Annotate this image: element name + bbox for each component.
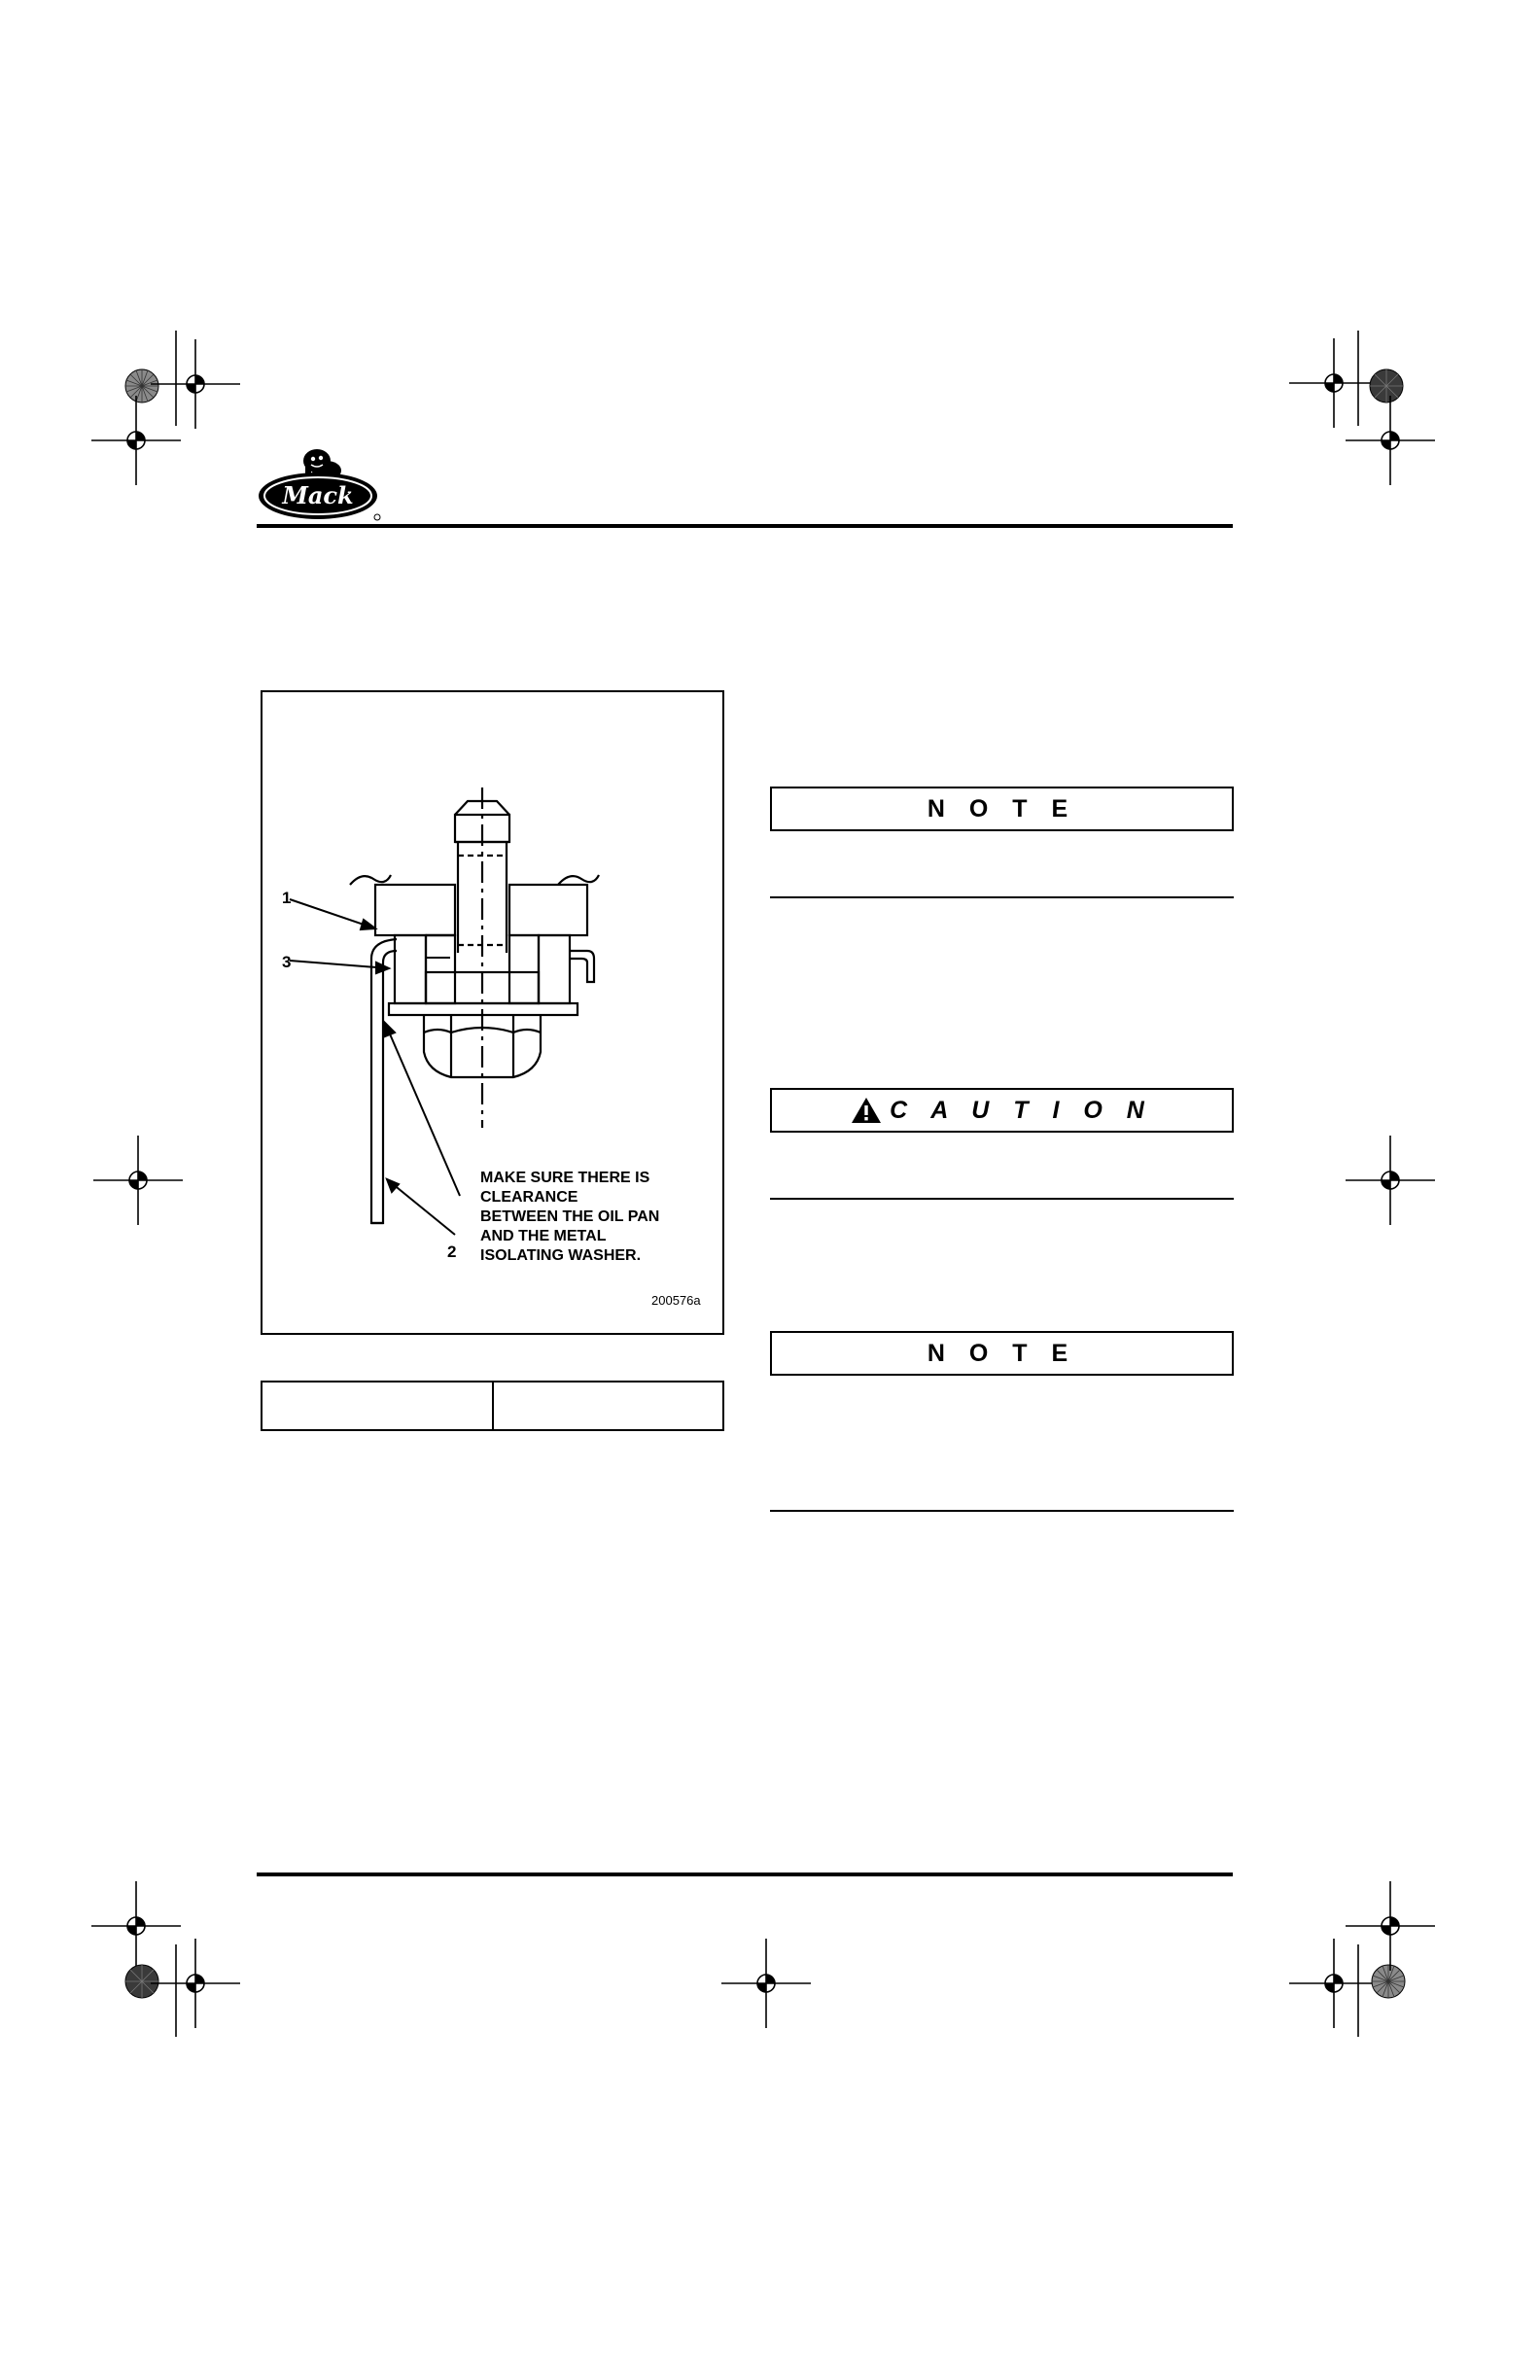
- note-banner-1: [770, 787, 1234, 831]
- callout-3: 3: [282, 953, 292, 971]
- spec-table-divider: [492, 1381, 494, 1431]
- caption-line-1: MAKE SURE THERE IS: [480, 1170, 650, 1186]
- note-label-2: N O T E: [927, 1339, 1077, 1367]
- caption-line-2: CLEARANCE: [480, 1189, 578, 1206]
- figure-caption: [480, 1169, 659, 1266]
- svg-text:Mack: Mack: [282, 481, 354, 509]
- figure-id: 200576a: [651, 1293, 701, 1308]
- caution-banner: [770, 1088, 1234, 1133]
- caution-label: C A U T I O N: [890, 1096, 1153, 1124]
- note-rule-1: [770, 896, 1234, 898]
- caption-line-4: AND THE METAL: [480, 1228, 607, 1244]
- note-rule-2: [770, 1510, 1234, 1512]
- caption-line-3: BETWEEN THE OIL PAN: [480, 1208, 660, 1225]
- mack-bulldog-logo: [257, 438, 389, 525]
- caution-rule: [770, 1198, 1234, 1200]
- note-banner-2: [770, 1331, 1234, 1376]
- footer-rule: [257, 1872, 1233, 1876]
- warning-triangle-icon: [851, 1097, 882, 1124]
- header-rule: [257, 524, 1233, 528]
- caption-line-5: ISOLATING WASHER.: [480, 1247, 642, 1264]
- callout-1: 1: [282, 889, 292, 907]
- callout-2: 2: [447, 1242, 457, 1261]
- note-label-1: N O T E: [927, 794, 1077, 822]
